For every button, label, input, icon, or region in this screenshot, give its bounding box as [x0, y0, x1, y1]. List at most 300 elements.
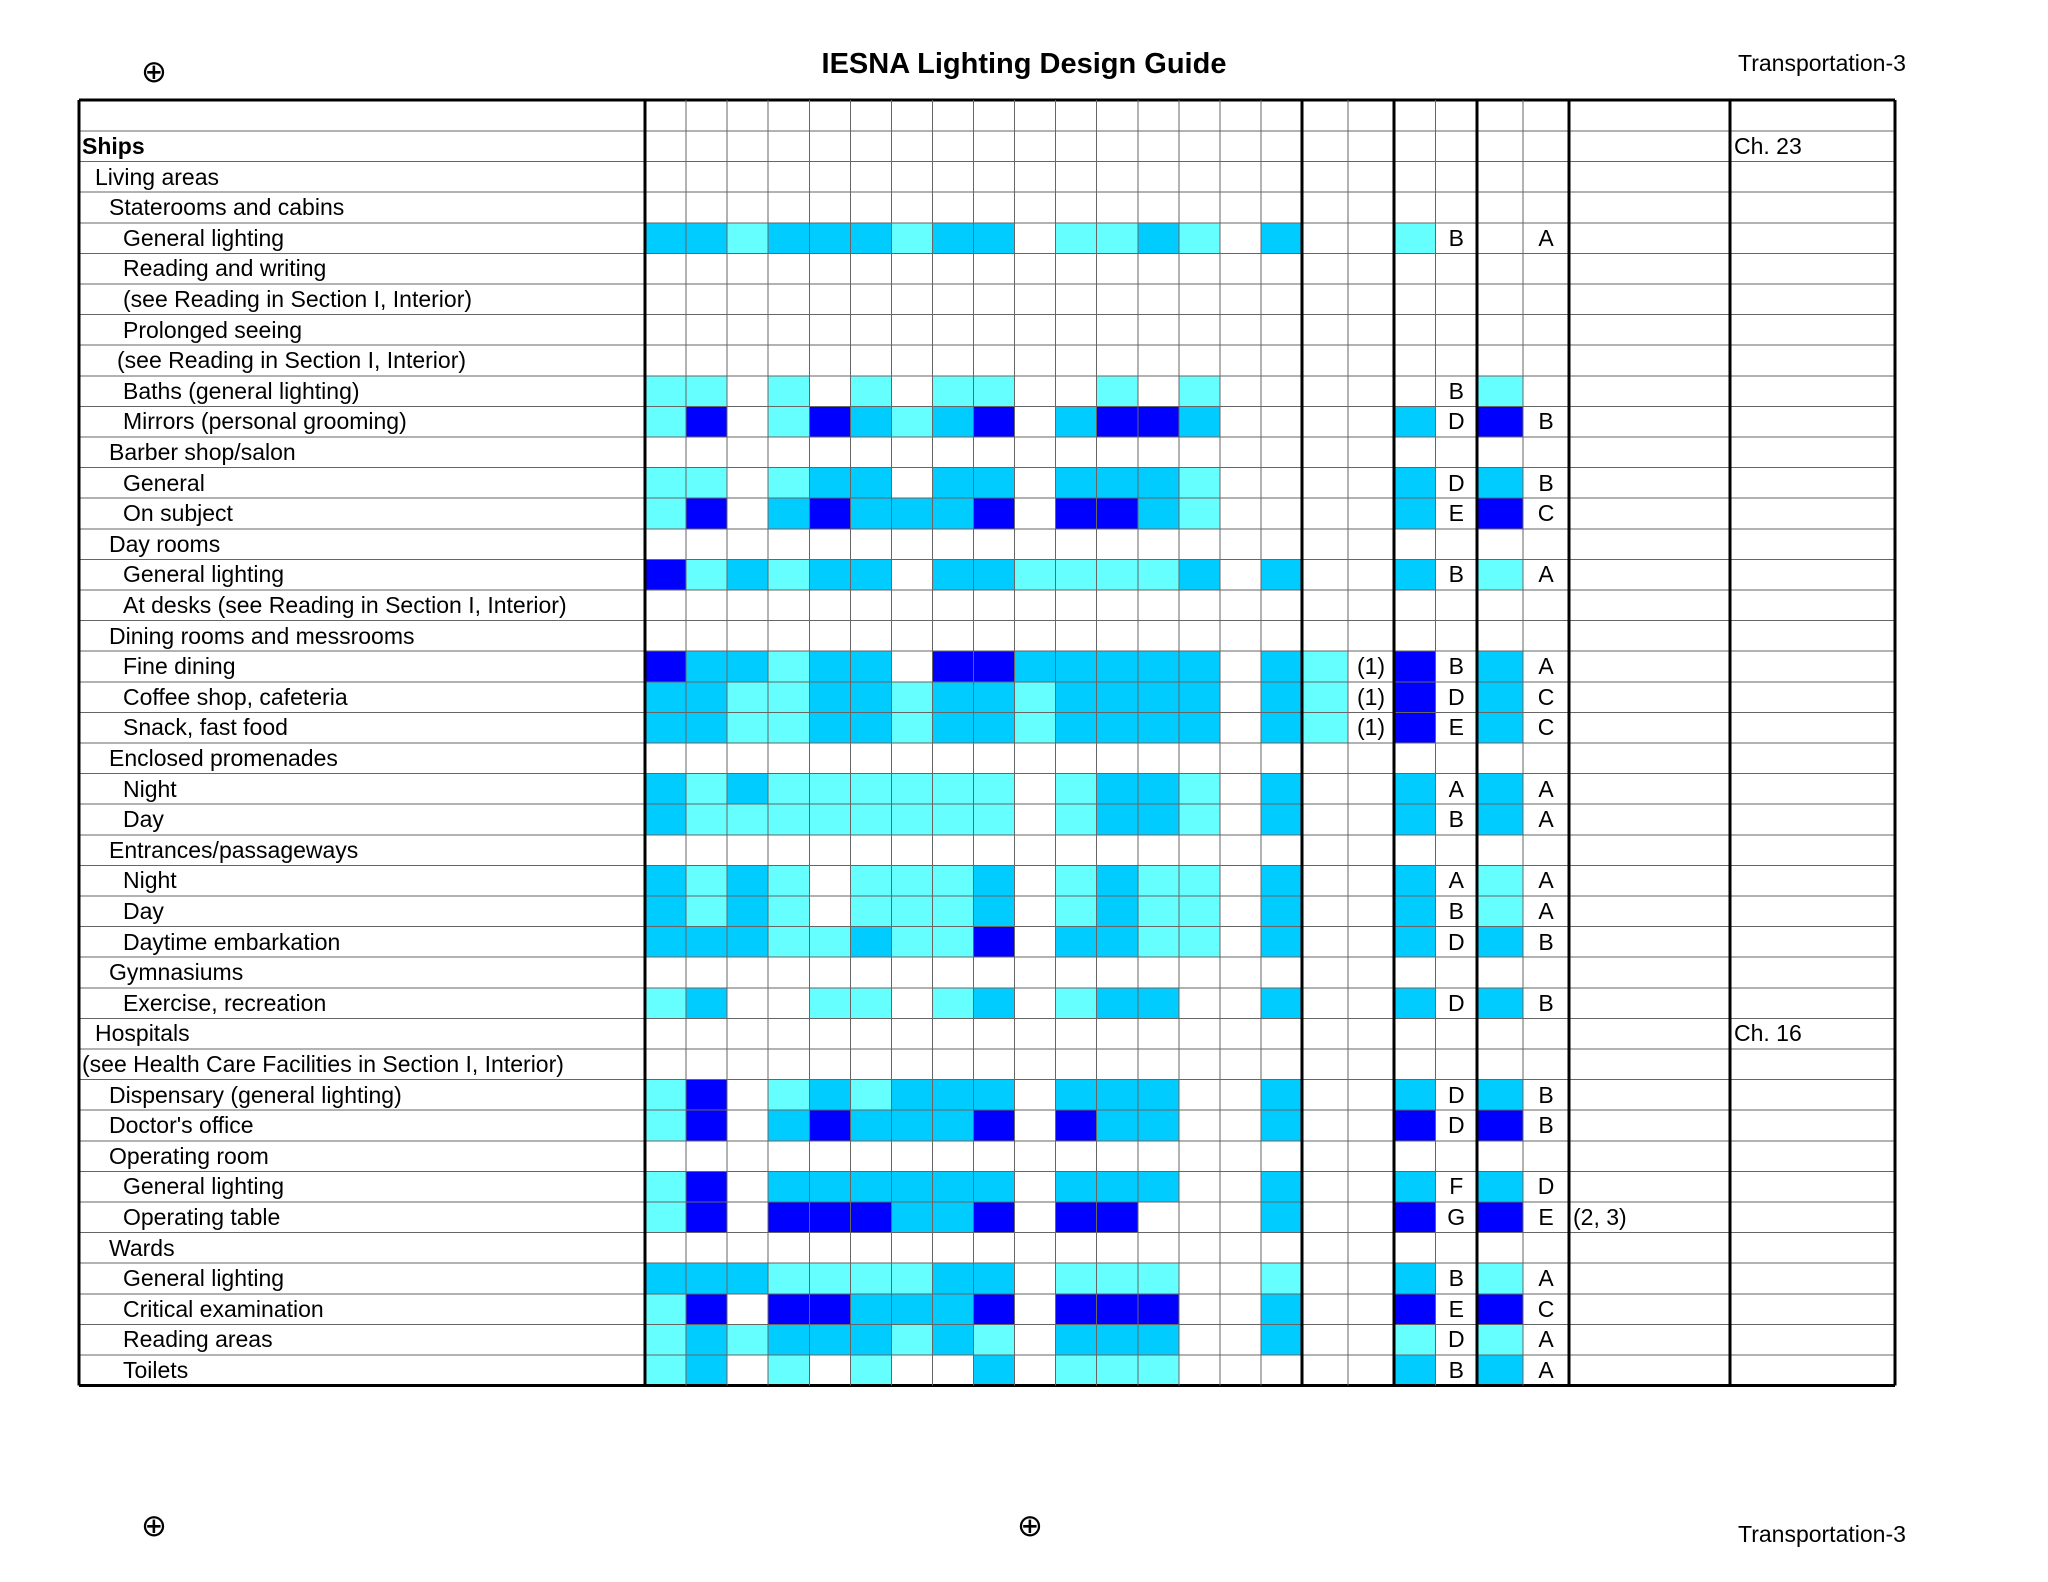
criteria-cell — [1097, 1355, 1138, 1386]
grade-cell: A — [1538, 653, 1554, 680]
criteria-cell — [686, 1294, 727, 1325]
criteria-cell — [768, 774, 809, 805]
criteria-cell — [1138, 1171, 1179, 1202]
criteria-cell — [891, 1263, 932, 1294]
criteria-cell — [1138, 1080, 1179, 1111]
criteria-cell — [686, 927, 727, 958]
criteria-cell — [974, 927, 1015, 958]
criteria-cell — [891, 1110, 932, 1141]
criteria-cell — [974, 1294, 1015, 1325]
criteria-cell — [932, 896, 973, 927]
criteria-cell — [974, 1202, 1015, 1233]
criteria-cell — [1138, 1110, 1179, 1141]
criteria-cell — [727, 1324, 768, 1355]
grade-cell: B — [1538, 469, 1554, 496]
criteria-cell — [768, 1324, 809, 1355]
table-row-label: Day rooms — [109, 530, 221, 557]
criteria-cell — [1477, 498, 1523, 529]
criteria-cell — [1261, 651, 1302, 682]
criteria-cell — [1394, 988, 1436, 1019]
criteria-cell — [1097, 406, 1138, 437]
criteria-cell — [1138, 927, 1179, 958]
grade-cell: B — [1448, 561, 1464, 588]
criteria-cell — [850, 712, 891, 743]
criteria-cell — [850, 1294, 891, 1325]
criteria-cell — [1394, 865, 1436, 896]
criteria-cell — [974, 804, 1015, 835]
criteria-cell — [1179, 406, 1220, 437]
table-row-label: Night — [123, 775, 177, 802]
criteria-cell — [768, 376, 809, 407]
criteria-cell — [768, 1110, 809, 1141]
criteria-cell — [1394, 1355, 1436, 1386]
criteria-cell — [1261, 712, 1302, 743]
criteria-cell — [768, 468, 809, 499]
criteria-cell — [1056, 1080, 1097, 1111]
note-cell: (1) — [1356, 653, 1386, 680]
grade-cell: E — [1538, 1204, 1554, 1230]
criteria-cell — [1261, 804, 1302, 835]
criteria-cell — [809, 804, 850, 835]
criteria-cell — [1097, 468, 1138, 499]
grade-cell: D — [1447, 1112, 1465, 1139]
criteria-cell — [1056, 559, 1097, 590]
criteria-cell — [1097, 1263, 1138, 1294]
criteria-cell — [932, 223, 973, 254]
criteria-cell — [932, 682, 973, 713]
criteria-cell — [850, 865, 891, 896]
grade-cell: D — [1447, 1326, 1465, 1353]
grade-cell: E — [1448, 714, 1464, 741]
criteria-cell — [1056, 1263, 1097, 1294]
criteria-cell — [809, 774, 850, 805]
criteria-cell — [974, 468, 1015, 499]
criteria-cell — [768, 223, 809, 254]
grade-cell: B — [1448, 653, 1464, 680]
criteria-cell — [932, 1110, 973, 1141]
criteria-cell — [1477, 865, 1523, 896]
criteria-cell — [1138, 498, 1179, 529]
criteria-cell — [1477, 1324, 1523, 1355]
table-row-label: Living areas — [95, 163, 220, 190]
criteria-cell — [974, 1355, 1015, 1386]
table-row-label: General lighting — [123, 224, 285, 251]
criteria-cell — [932, 376, 973, 407]
criteria-cell — [809, 712, 850, 743]
criteria-cell — [1261, 774, 1302, 805]
registration-mark-icon: ⊕ — [1017, 1508, 1043, 1543]
criteria-cell — [809, 559, 850, 590]
criteria-cell — [1477, 1110, 1523, 1141]
criteria-cell — [768, 406, 809, 437]
criteria-cell — [768, 896, 809, 927]
criteria-cell — [1477, 682, 1523, 713]
criteria-cell — [850, 651, 891, 682]
criteria-cell — [727, 651, 768, 682]
criteria-cell — [1097, 498, 1138, 529]
criteria-cell — [1097, 712, 1138, 743]
criteria-cell — [932, 774, 973, 805]
criteria-cell — [768, 682, 809, 713]
table-row-label: Night — [123, 867, 177, 894]
criteria-cell — [850, 896, 891, 927]
grade-cell: A — [1538, 1326, 1554, 1353]
criteria-cell — [1477, 1080, 1523, 1111]
criteria-cell — [809, 1202, 850, 1233]
criteria-cell — [727, 774, 768, 805]
criteria-cell — [1097, 376, 1138, 407]
table-row-label: Prolonged seeing — [123, 316, 303, 343]
criteria-cell — [1394, 223, 1436, 254]
grade-cell: B — [1448, 377, 1464, 404]
criteria-cell — [1179, 927, 1220, 958]
criteria-cell — [1138, 896, 1179, 927]
criteria-cell — [1138, 406, 1179, 437]
criteria-cell — [809, 1263, 850, 1294]
grade-cell: A — [1538, 806, 1554, 833]
criteria-cell — [1056, 927, 1097, 958]
criteria-cell — [1394, 498, 1436, 529]
criteria-cell — [850, 988, 891, 1019]
criteria-cell — [686, 1355, 727, 1386]
criteria-cell — [1477, 406, 1523, 437]
criteria-cell — [1097, 988, 1138, 1019]
criteria-cell — [1056, 896, 1097, 927]
criteria-cell — [1097, 774, 1138, 805]
criteria-cell — [1138, 1324, 1179, 1355]
criteria-cell — [1056, 1171, 1097, 1202]
criteria-cell — [891, 406, 932, 437]
criteria-cell — [974, 498, 1015, 529]
criteria-cell — [1097, 896, 1138, 927]
criteria-cell — [1138, 712, 1179, 743]
criteria-cell — [1056, 774, 1097, 805]
criteria-cell — [850, 774, 891, 805]
criteria-cell — [974, 896, 1015, 927]
grade-cell: B — [1448, 1265, 1464, 1292]
criteria-cell — [1179, 376, 1220, 407]
criteria-cell — [1477, 1263, 1523, 1294]
grade-cell: E — [1448, 1295, 1464, 1322]
criteria-cell — [1138, 774, 1179, 805]
table-row-label: Snack, fast food — [123, 714, 288, 741]
criteria-cell — [850, 468, 891, 499]
criteria-cell — [1477, 1202, 1523, 1233]
criteria-cell — [1056, 682, 1097, 713]
criteria-cell — [974, 988, 1015, 1019]
grade-cell: C — [1537, 714, 1555, 741]
criteria-cell — [1477, 651, 1523, 682]
criteria-cell — [686, 1110, 727, 1141]
criteria-cell — [727, 865, 768, 896]
criteria-cell — [1261, 927, 1302, 958]
criteria-cell — [809, 468, 850, 499]
criteria-cell — [932, 1171, 973, 1202]
criteria-cell — [1097, 1080, 1138, 1111]
grade-cell: A — [1538, 898, 1554, 924]
criteria-cell — [1477, 1355, 1523, 1386]
table-row-label: Operating room — [109, 1142, 269, 1169]
criteria-cell — [768, 1202, 809, 1233]
criteria-cell — [1179, 223, 1220, 254]
criteria-cell — [1056, 804, 1097, 835]
criteria-cell — [891, 1324, 932, 1355]
grade-cell: B — [1448, 806, 1464, 833]
criteria-cell — [850, 406, 891, 437]
criteria-cell — [768, 927, 809, 958]
grade-cell: C — [1537, 500, 1555, 527]
criteria-cell — [686, 1080, 727, 1111]
criteria-cell — [1394, 1324, 1436, 1355]
grade-cell: A — [1448, 775, 1464, 802]
criteria-cell — [891, 712, 932, 743]
criteria-color-cells — [645, 223, 1523, 1386]
criteria-cell — [686, 1324, 727, 1355]
criteria-cell — [768, 1171, 809, 1202]
grade-cell: B — [1448, 224, 1464, 251]
criteria-cell — [1394, 406, 1436, 437]
criteria-cell — [1302, 712, 1348, 743]
criteria-cell — [850, 376, 891, 407]
criteria-cell — [727, 712, 768, 743]
criteria-cell — [974, 376, 1015, 407]
criteria-cell — [1261, 865, 1302, 896]
criteria-cell — [1179, 682, 1220, 713]
criteria-cell — [891, 774, 932, 805]
grade-cell: B — [1448, 898, 1464, 924]
criteria-cell — [891, 1202, 932, 1233]
criteria-cell — [1477, 712, 1523, 743]
criteria-cell — [850, 1263, 891, 1294]
criteria-cell — [1261, 1110, 1302, 1141]
criteria-cell — [891, 927, 932, 958]
criteria-cell — [768, 1263, 809, 1294]
criteria-cell — [932, 1080, 973, 1111]
table-row-label: Enclosed promenades — [109, 745, 338, 771]
criteria-cell — [1261, 1263, 1302, 1294]
criteria-cell — [686, 1171, 727, 1202]
criteria-cell — [850, 927, 891, 958]
criteria-cell — [932, 712, 973, 743]
criteria-cell — [932, 559, 973, 590]
criteria-cell — [1477, 774, 1523, 805]
criteria-cell — [686, 988, 727, 1019]
criteria-cell — [768, 712, 809, 743]
criteria-cell — [974, 406, 1015, 437]
criteria-cell — [727, 896, 768, 927]
criteria-cell — [1056, 1324, 1097, 1355]
table-row-label: (see Health Care Facilities in Section I, Interior) — [82, 1051, 564, 1077]
criteria-cell — [850, 1355, 891, 1386]
criteria-cell — [932, 927, 973, 958]
criteria-cell — [891, 1294, 932, 1325]
criteria-cell — [932, 1324, 973, 1355]
criteria-cell — [974, 559, 1015, 590]
criteria-cell — [1394, 682, 1436, 713]
page-reference-top: Transportation-3 — [1738, 50, 1906, 76]
criteria-cell — [932, 804, 973, 835]
criteria-cell — [932, 865, 973, 896]
table-row-label: Staterooms and cabins — [109, 194, 345, 221]
criteria-cell — [1394, 896, 1436, 927]
criteria-cell — [1138, 804, 1179, 835]
criteria-cell — [809, 927, 850, 958]
criteria-cell — [1261, 559, 1302, 590]
grade-cell: E — [1448, 500, 1464, 527]
criteria-cell — [1394, 927, 1436, 958]
registration-mark-icon: ⊕ — [141, 54, 167, 89]
criteria-cell — [1394, 1080, 1436, 1111]
criteria-cell — [1477, 988, 1523, 1019]
criteria-cell — [1394, 1294, 1436, 1325]
criteria-cell — [686, 712, 727, 743]
criteria-cell — [891, 804, 932, 835]
criteria-cell — [1394, 774, 1436, 805]
note-cell: (1) — [1356, 683, 1386, 710]
criteria-cell — [1394, 1110, 1436, 1141]
criteria-cell — [809, 1110, 850, 1141]
grade-cell: A — [1538, 775, 1554, 802]
grade-cell: A — [1538, 561, 1554, 588]
criteria-cell — [1179, 468, 1220, 499]
table-row-label: General lighting — [123, 561, 285, 588]
criteria-cell — [891, 682, 932, 713]
criteria-cell — [1056, 406, 1097, 437]
criteria-cell — [1394, 1171, 1436, 1202]
criteria-cell — [850, 1171, 891, 1202]
criteria-cell — [850, 559, 891, 590]
criteria-cell — [1179, 712, 1220, 743]
note-cell: (1) — [1356, 714, 1386, 741]
registration-mark-icon: ⊕ — [141, 1508, 167, 1543]
criteria-cell — [1261, 1202, 1302, 1233]
grade-cell: B — [1538, 1112, 1554, 1139]
criteria-cell — [891, 1080, 932, 1111]
criteria-cell — [727, 559, 768, 590]
criteria-cell — [1261, 682, 1302, 713]
criteria-cell — [1056, 988, 1097, 1019]
table-row-label: Day — [123, 806, 164, 833]
grade-cell: C — [1537, 683, 1555, 710]
table-row-label: (see Reading in Section I, Interior) — [117, 347, 467, 374]
criteria-cell — [686, 774, 727, 805]
criteria-cell — [891, 223, 932, 254]
grade-cell: A — [1448, 867, 1464, 894]
criteria-cell — [686, 376, 727, 407]
table-row-label: (see Reading in Section I, Interior) — [123, 286, 473, 312]
grade-cell: B — [1448, 1357, 1464, 1383]
criteria-cell — [974, 1171, 1015, 1202]
criteria-cell — [1261, 1080, 1302, 1111]
criteria-cell — [1394, 712, 1436, 743]
criteria-cell — [1477, 1294, 1523, 1325]
criteria-cell — [727, 927, 768, 958]
criteria-cell — [1056, 651, 1097, 682]
criteria-cell — [809, 651, 850, 682]
table-row-label: Entrances/passageways — [109, 836, 359, 863]
table-row-label: Coffee shop, cafeteria — [123, 683, 348, 710]
criteria-cell — [1056, 1294, 1097, 1325]
criteria-cell — [686, 682, 727, 713]
criteria-cell — [932, 1202, 973, 1233]
criteria-cell — [1097, 651, 1138, 682]
criteria-cell — [686, 223, 727, 254]
grade-cell: B — [1538, 928, 1554, 955]
criteria-cell — [686, 559, 727, 590]
criteria-cell — [974, 1080, 1015, 1111]
table-row-label: Mirrors (personal grooming) — [123, 408, 407, 435]
criteria-cell — [974, 712, 1015, 743]
criteria-cell — [1138, 682, 1179, 713]
criteria-cell — [1056, 498, 1097, 529]
criteria-cell — [932, 406, 973, 437]
criteria-cell — [727, 223, 768, 254]
criteria-cell — [809, 406, 850, 437]
table-row-label: Critical examination — [123, 1295, 324, 1322]
criteria-cell — [1394, 559, 1436, 590]
criteria-cell — [974, 651, 1015, 682]
criteria-cell — [686, 865, 727, 896]
criteria-cell — [974, 865, 1015, 896]
criteria-cell — [850, 1110, 891, 1141]
criteria-cell — [1179, 774, 1220, 805]
criteria-cell — [932, 1263, 973, 1294]
criteria-cell — [1138, 865, 1179, 896]
criteria-cell — [1138, 651, 1179, 682]
criteria-cell — [850, 1080, 891, 1111]
criteria-cell — [768, 804, 809, 835]
criteria-cell — [1015, 682, 1056, 713]
criteria-cell — [1394, 804, 1436, 835]
grade-cell: B — [1538, 989, 1554, 1016]
grade-cell: F — [1449, 1173, 1464, 1200]
criteria-cell — [809, 1294, 850, 1325]
table-row-label: Operating table — [123, 1204, 281, 1230]
criteria-cell — [768, 559, 809, 590]
criteria-cell — [1477, 376, 1523, 407]
grade-cell: A — [1538, 1265, 1554, 1292]
criteria-cell — [1302, 651, 1348, 682]
criteria-cell — [1097, 927, 1138, 958]
criteria-cell — [809, 223, 850, 254]
criteria-cell — [891, 498, 932, 529]
table-row-label: Toilets — [123, 1357, 189, 1383]
criteria-cell — [686, 804, 727, 835]
criteria-cell — [1261, 223, 1302, 254]
criteria-cell — [1138, 223, 1179, 254]
table-row-label: General lighting — [123, 1173, 285, 1200]
criteria-cell — [1015, 712, 1056, 743]
criteria-cell — [1138, 1355, 1179, 1386]
criteria-cell — [932, 468, 973, 499]
criteria-cell — [809, 988, 850, 1019]
table-row-label: Daytime embarkation — [123, 928, 341, 955]
criteria-cell — [1477, 559, 1523, 590]
criteria-cell — [1056, 1202, 1097, 1233]
criteria-cell — [1477, 804, 1523, 835]
criteria-cell — [1394, 1202, 1436, 1233]
criteria-cell — [891, 865, 932, 896]
criteria-cell — [974, 1324, 1015, 1355]
table-row-label: Baths (general lighting) — [123, 377, 360, 404]
criteria-cell — [1138, 988, 1179, 1019]
criteria-cell — [1097, 865, 1138, 896]
table-row-label: Day — [123, 898, 164, 924]
criteria-cell — [1179, 651, 1220, 682]
criteria-cell — [1394, 468, 1436, 499]
criteria-cell — [1138, 1263, 1179, 1294]
criteria-cell — [932, 651, 973, 682]
